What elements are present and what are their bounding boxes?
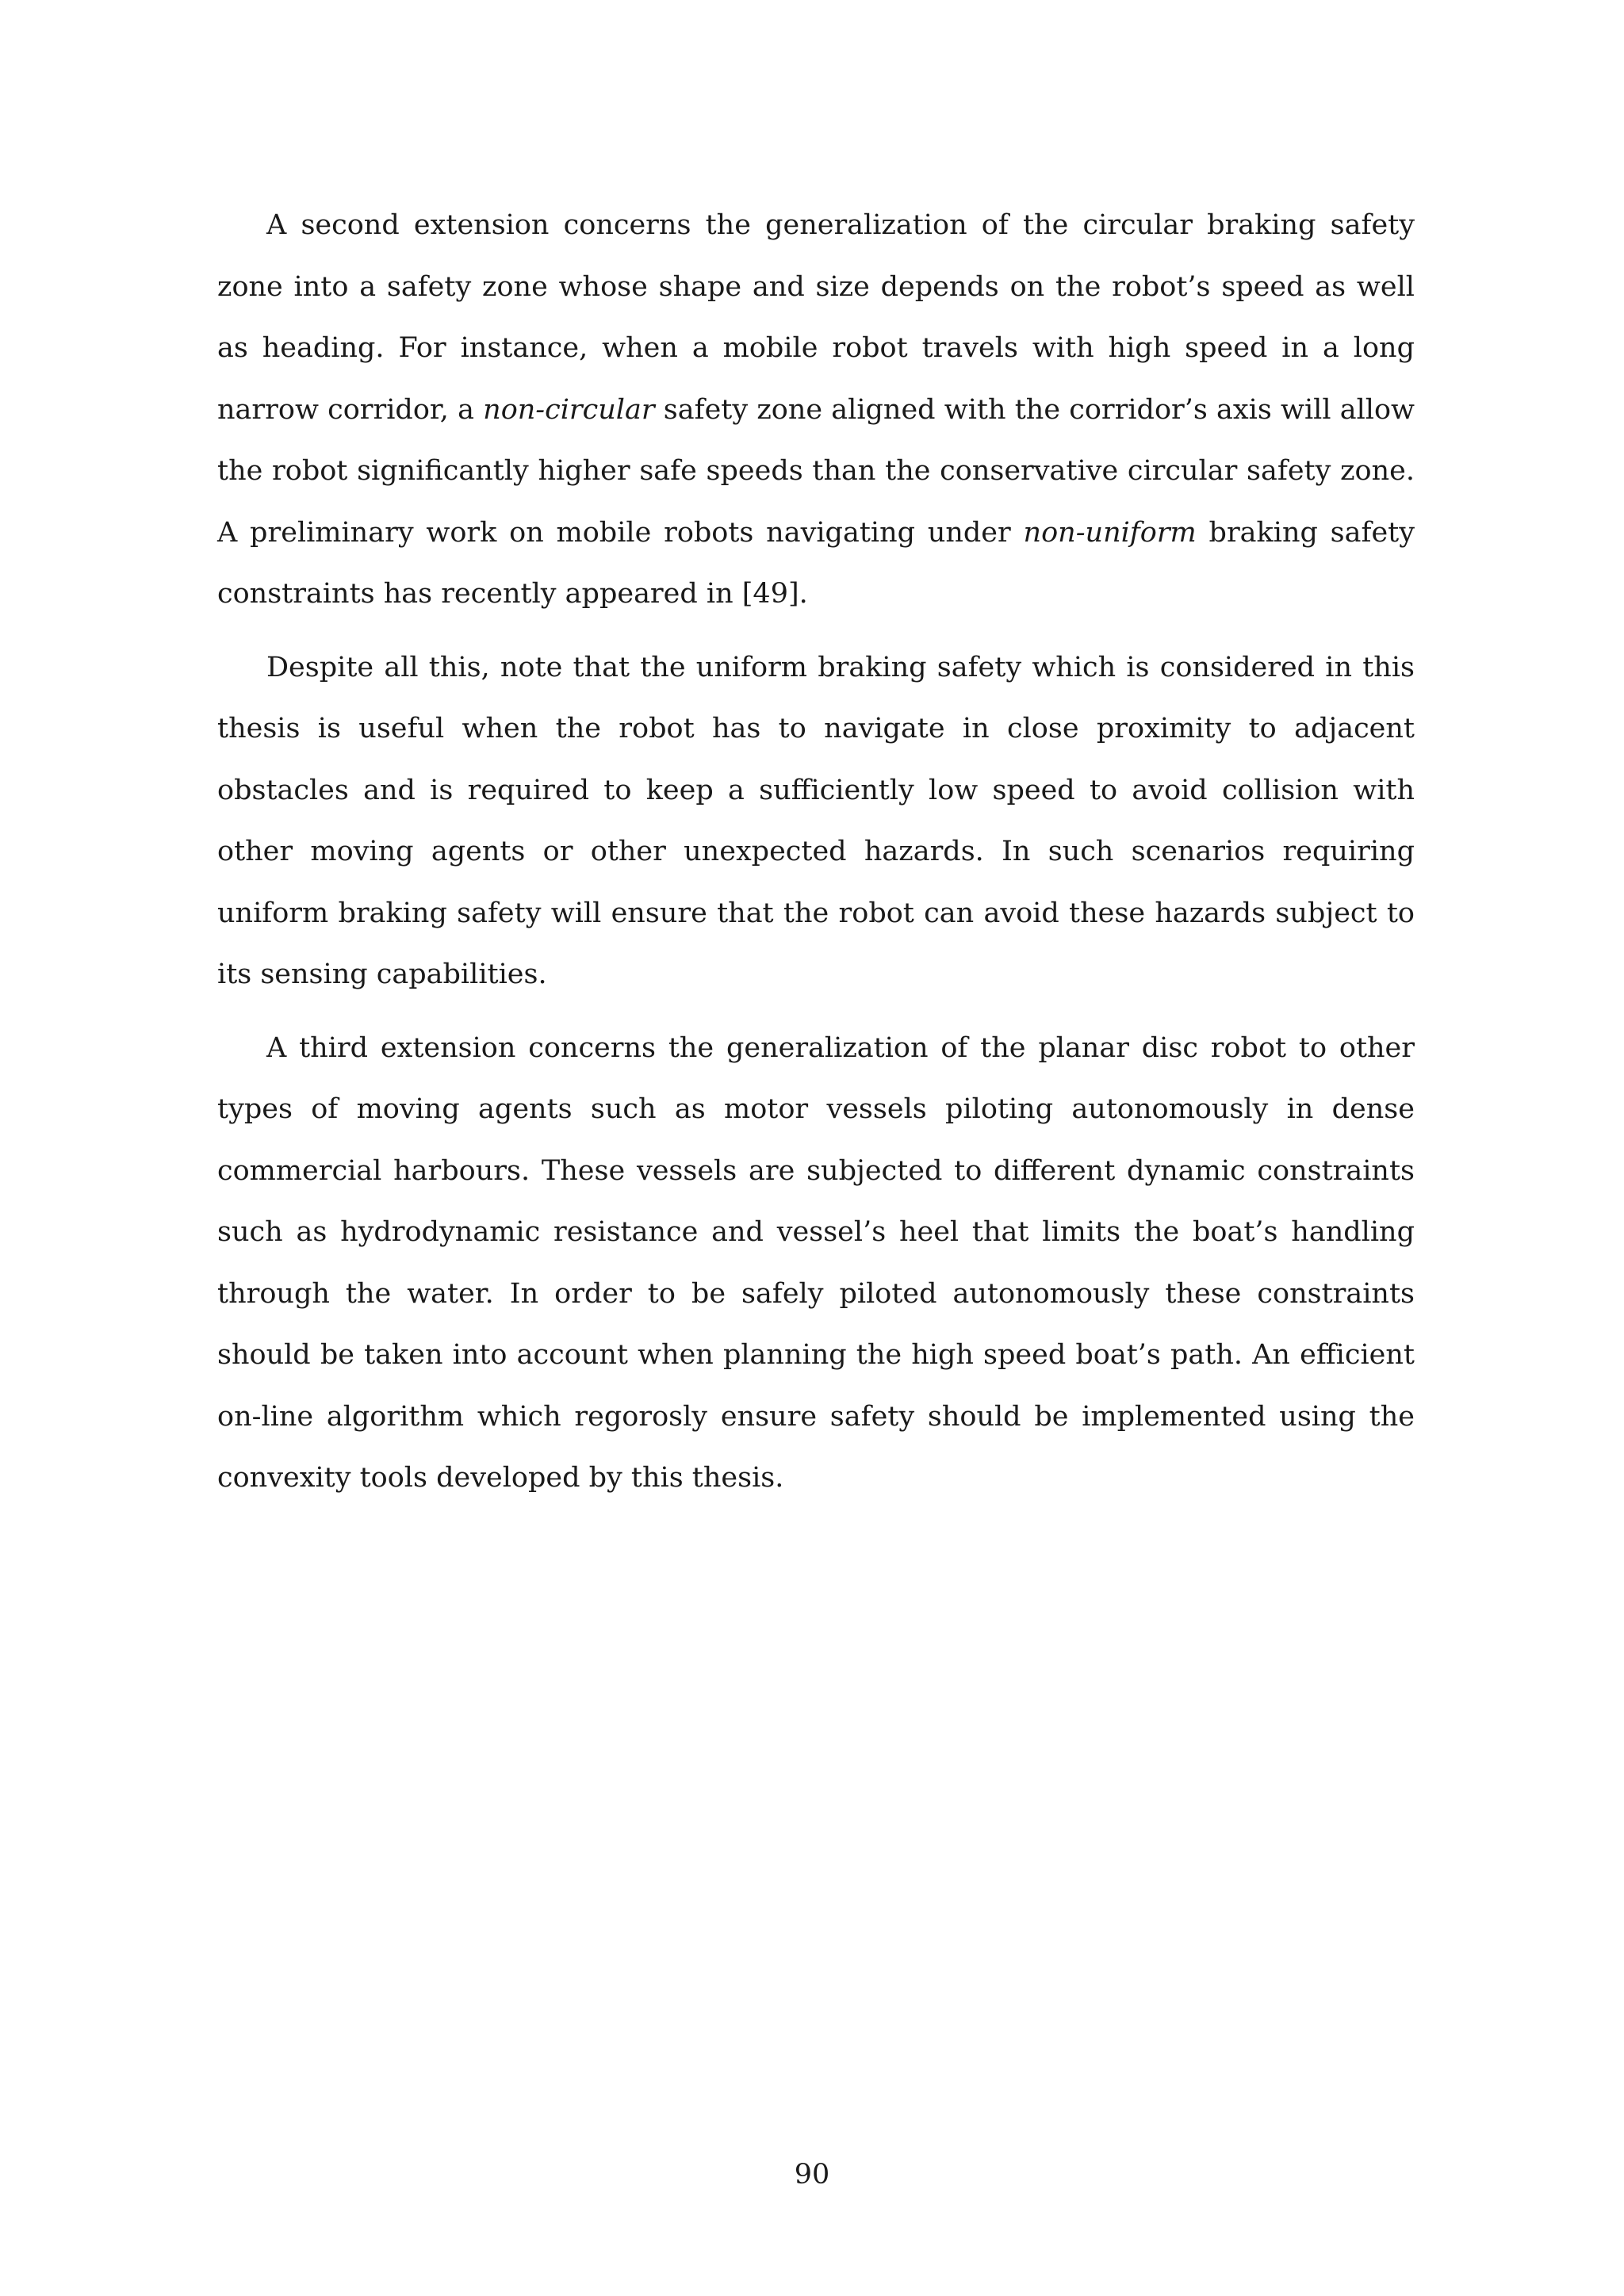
paragraph-3	[217, 1018, 1415, 1510]
paragraph-1-text-b: safety zone aligned with the corridor’s axis will allow the robot significantly higher safe speeds than the conservative circular safety zone. A preliminary work on mobile robots navigating under	[217, 393, 1415, 549]
paragraph-2-text: Despite all this, note that the uniform braking safety which is considered in this thesis is useful when the robot has to navigate in close proximity to adjacent obstacles and is required to keep a sufficiently low speed to avoid collision with other moving agents or other unexpected hazards. In such scenarios requiring uniform braking safety will ensure that the robot can avoid these hazards subject to its sensing capabilities.	[217, 651, 1415, 990]
body-text	[217, 195, 1415, 1521]
paragraph-1-text-a: A second extension concerns the generalization of the circular braking safety zone into a safety zone whose shape and size depends on the robot’s speed as well as heading. For instance, when a mobile robot travels with high speed in a long narrow corridor, a	[217, 209, 1415, 426]
paragraph-1-italic-non-circular: non-circular	[483, 393, 655, 426]
paragraph-3-text: A third extension concerns the generalization of the planar disc robot to other types of moving agents such as motor vessels piloting autonomously in dense commercial harbours. These vessels are subjected to different dynamic constraints such as hydrodynamic resistance and vessel’s heel that limits the boat’s handling through the water. In order to be safely piloted autonomously these constraints should be taken into account when planning the high speed boat’s path. An efficient on-line algorithm which regorosly ensure safety should be implemented using the convexity tools developed by this thesis.	[217, 1031, 1415, 1494]
page-number: 90	[794, 2159, 830, 2191]
paragraph-2	[217, 637, 1415, 1006]
paragraph-1-italic-non-uniform: non-uniform	[1023, 516, 1197, 549]
paragraph-1	[217, 195, 1415, 626]
paragraph-1-text-c: braking safety constraints has recently appeared in [49].	[217, 516, 1415, 610]
